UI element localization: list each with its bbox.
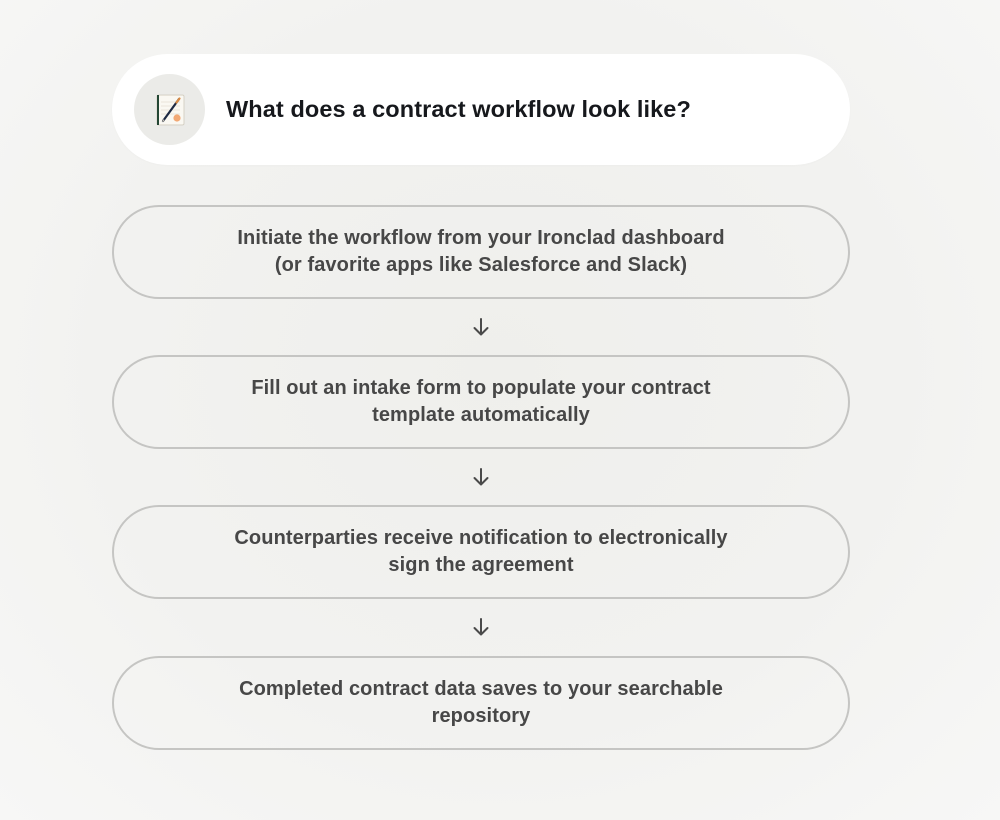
arrow-down-icon bbox=[471, 317, 491, 337]
step-line: sign the agreement bbox=[388, 554, 574, 576]
workflow-step-2 bbox=[112, 355, 850, 449]
header-card bbox=[112, 54, 850, 165]
step-line: repository bbox=[431, 705, 531, 727]
step-line: Fill out an intake form to populate your contract bbox=[251, 377, 711, 399]
step-line: (or favorite apps like Salesforce and Slack) bbox=[274, 254, 688, 276]
step-text bbox=[251, 375, 710, 429]
step-line: template automatically bbox=[372, 404, 590, 426]
step-text bbox=[237, 225, 724, 279]
step-line: Completed contract data saves to your searchable bbox=[239, 678, 723, 700]
memo-pen-icon bbox=[150, 90, 190, 130]
step-text bbox=[239, 676, 723, 730]
step-line: Counterparties receive notification to electronically bbox=[234, 527, 728, 549]
workflow-step-3 bbox=[112, 505, 850, 599]
icon-badge bbox=[134, 74, 205, 145]
step-text bbox=[234, 525, 727, 579]
arrow-down-icon bbox=[471, 617, 491, 637]
step-line: Initiate the workflow from your Ironclad dashboard bbox=[237, 227, 725, 249]
workflow-step-4 bbox=[112, 656, 850, 750]
workflow-step-1 bbox=[112, 205, 850, 299]
arrow-down-icon bbox=[471, 467, 491, 487]
page-title: What does a contract workflow look like? bbox=[226, 96, 691, 122]
